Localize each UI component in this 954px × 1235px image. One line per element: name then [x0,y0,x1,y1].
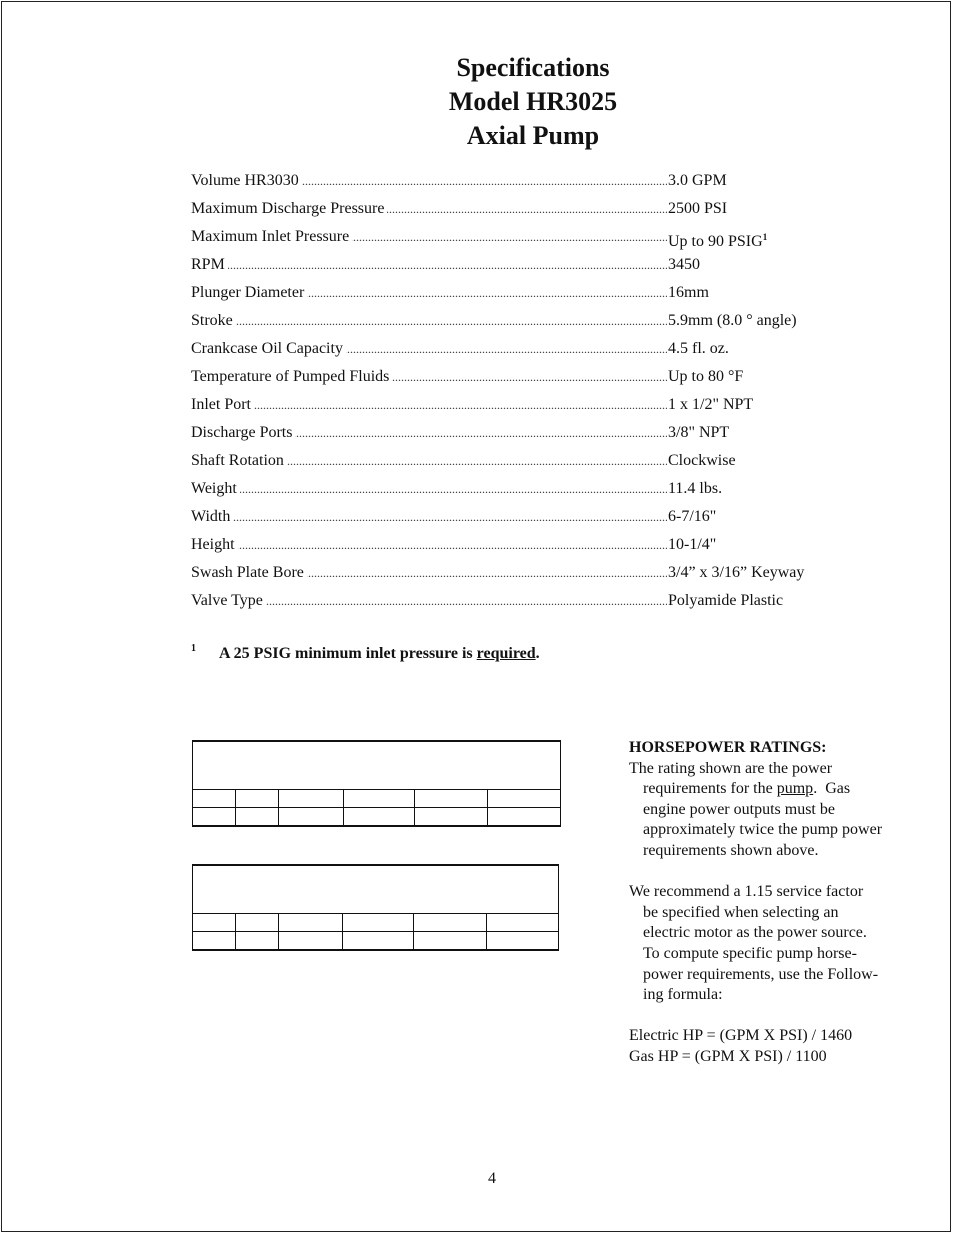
spec-value: 2500 PSI [668,200,728,217]
spec-label: Shaft Rotation [191,452,287,469]
spec-row [191,363,831,391]
footnote-reference: 1 [762,232,768,242]
spec-row [191,531,831,559]
spec-label: Inlet Port [191,396,254,413]
spec-value: 16mm [668,284,709,301]
table-row [193,790,561,808]
spec-label: Temperature of Pumped Fluids [191,368,392,385]
spec-row [191,223,831,251]
table-header-row [193,741,561,790]
spec-list [191,167,831,615]
spec-label: Plunger Diameter [191,284,307,301]
spec-row [191,251,831,279]
spec-value: 1 x 1/2" NPT [668,396,754,413]
spec-row [191,195,831,223]
spec-value: Up to 80 °F [668,368,744,385]
spec-label: Width [191,508,233,525]
spec-value: 4.5 fl. oz. [668,340,729,357]
spec-label: Discharge Ports [191,424,295,441]
spec-label: Maximum Discharge Pressure [191,200,387,217]
electric-hp-formula: Electric HP = (GPM X PSI) / 1460 [629,1027,853,1045]
spec-row [191,447,831,475]
table-row [193,808,561,827]
spec-value: 10-1/4" [668,536,717,553]
spec-value: Polyamide Plastic [668,592,784,609]
spec-row [191,279,831,307]
horsepower-ratings [629,738,919,1068]
spec-row [191,559,831,587]
title-line-3: Axial Pump [466,121,600,150]
spec-value: 11.4 lbs. [668,480,723,497]
horsepower-paragraph-1: The rating shown are the power requirements for the pump. Gas engine power outputs must be approximately twice the pump power requirements shown above. [629,759,883,859]
spec-label: Weight [191,480,240,497]
spec-value: 3/8" NPT [668,424,730,441]
spec-label: Stroke [191,312,236,329]
spec-value: 3/4” x 3/16” Keyway [668,564,805,581]
spec-row [191,475,831,503]
table-row [193,914,559,932]
gas-hp-formula: Gas HP = (GPM X PSI) / 1100 [629,1047,827,1065]
table-row [193,932,559,951]
spec-row [191,419,831,447]
spec-value: Clockwise [668,452,736,469]
page-number: 4 [488,1170,496,1187]
spec-row [191,335,831,363]
spec-value: 3.0 GPM [668,172,727,189]
table-header-row [193,865,559,914]
page-title [0,51,954,153]
spec-label: Swash Plate Bore [191,564,307,581]
spec-label: Valve Type [191,592,266,609]
spec-label: Maximum Inlet Pressure [191,228,352,245]
horsepower-paragraph-2: We recommend a 1.15 service factor be specified when selecting an electric motor as the power source. To compute specific pump horse- power requirements, use the Follow- ing formula: [629,883,879,1004]
spec-row [191,391,831,419]
footnote-mark: 1 [191,643,196,654]
title-line-2: Model HR3025 [448,87,618,116]
spec-label: Height [191,536,238,553]
spec-label: Volume HR3030 [191,172,302,189]
table-header-cell [193,865,559,914]
title-line-1: Specifications [456,53,610,82]
spec-value: Up to 90 PSIG$^1$ [668,232,768,250]
footnote-text: A 25 PSIG minimum inlet pressure is required. [219,645,540,662]
spec-value: 3450 [668,256,700,273]
pump-emphasis: pump [776,780,814,798]
table-header-cell [193,741,561,790]
horsepower-table-1 [192,740,561,827]
spec-row [191,167,831,195]
spec-label: Crankcase Oil Capacity [191,340,346,357]
footnote-emphasis: required [476,645,536,662]
horsepower-table-2 [192,864,559,951]
horsepower-heading: HORSEPOWER RATINGS: [629,739,827,756]
spec-label: RPM [191,256,228,273]
spec-value: 6-7/16" [668,508,717,525]
spec-value: 5.9mm (8.0 ° angle) [668,312,797,329]
spec-row [191,503,831,531]
spec-row [191,307,831,335]
spec-row [191,587,831,615]
